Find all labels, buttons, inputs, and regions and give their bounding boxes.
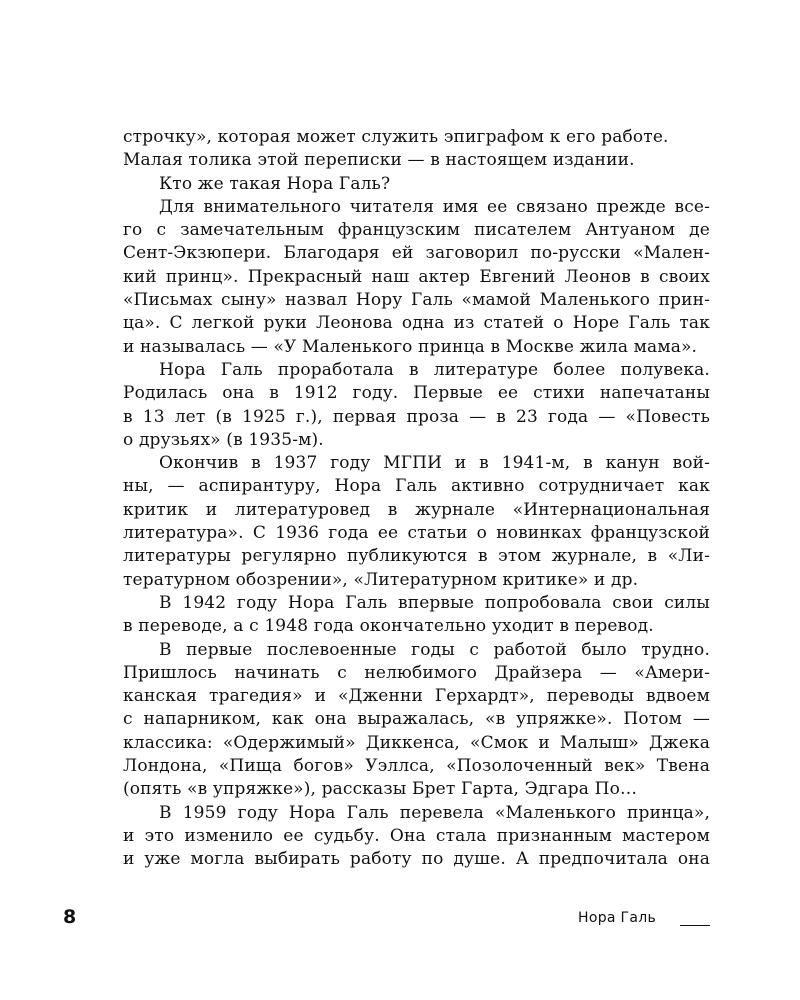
text-line: «Письмах сыну» назвал Нору Галь «мамой Маленького прин- xyxy=(123,290,710,311)
text-line: строчку», которая может служить эпиграфом к его работе. xyxy=(123,127,669,147)
text-line: Для внимательного читателя имя ее связано прежде все- xyxy=(159,196,710,217)
running-title-rule xyxy=(680,925,710,926)
text-line: литература». С 1936 года ее статьи о новинках французской xyxy=(123,523,710,544)
text-line: В первые послевоенные годы с работой было трудно. xyxy=(159,639,710,660)
text-line: и уже могла выбирать работу по душе. А предпочитала она xyxy=(123,849,710,870)
text-line: Малая толика этой переписки — в настоящем издании. xyxy=(123,150,635,171)
text-line: го с замечательным французским писателем Антуаном де xyxy=(123,220,710,241)
text-line: литературы регулярно публикуются в этом журнале, в «Ли- xyxy=(123,546,710,567)
text-line: и это изменило ее судьбу. Она стала признанным мастером xyxy=(123,825,710,846)
text-line: канская трагедия» и «Дженни Герхардт», переводы вдвоем xyxy=(123,686,710,707)
text-line: Сент-Экзюпери. Благодаря ей заговорил по-русски «Мален- xyxy=(123,243,710,264)
text-line: Родилась она в 1912 году. Первые ее стихи напечатаны xyxy=(123,383,710,404)
text-line: ца». С легкой руки Леонова одна из статей о Норе Галь так xyxy=(123,313,710,334)
text-line: классика: «Одержимый» Диккенса, «Смок и Малыш» Джека xyxy=(123,732,710,753)
text-line: (опять «в упряжке»), рассказы Брет Гарта, Эдгара По… xyxy=(123,779,638,800)
text-line: Окончив в 1937 году МГПИ и в 1941-м, в канун вой- xyxy=(159,453,710,474)
text-line: Нора Галь проработала в литературе более полувека. xyxy=(159,359,710,380)
text-line: В 1942 году Нора Галь впервые попробовала свои силы xyxy=(159,592,710,613)
text-line: в 13 лет (в 1925 г.), первая проза — в 23 года — «Повесть xyxy=(123,406,710,427)
text-line: и называлась — «У Маленького принца в Москве жила мама». xyxy=(123,336,698,357)
text-line: о друзьях» (в 1935-м). xyxy=(123,429,324,450)
text-line: Кто же такая Нора Галь? xyxy=(159,173,391,194)
text-line: тературном обозрении», «Литературном критике» и др. xyxy=(123,569,639,590)
page-number: 8 xyxy=(63,906,77,928)
body-text xyxy=(123,126,710,872)
running-title: Нора Галь xyxy=(578,910,657,926)
text-line: кий принц». Прекрасный наш актер Евгений Леонов в своих xyxy=(123,266,710,287)
text-line: ны, — аспирантуру, Нора Галь активно сотрудничает как xyxy=(123,476,710,497)
text-line: с напарником, как она выражалась, «в упряжке». Потом — xyxy=(123,709,710,730)
text-line: критик и литературовед в журнале «Интернациональная xyxy=(123,499,710,520)
text-line: Лондона, «Пища богов» Уэллса, «Позолоченный век» Твена xyxy=(123,756,710,777)
text-line: В 1959 году Нора Галь перевела «Маленького принца», xyxy=(159,802,710,823)
text-line: Пришлось начинать с нелюбимого Драйзера — «Амери- xyxy=(123,662,710,683)
text-line: в переводе, а с 1948 года окончательно уходит в перевод. xyxy=(123,616,654,637)
